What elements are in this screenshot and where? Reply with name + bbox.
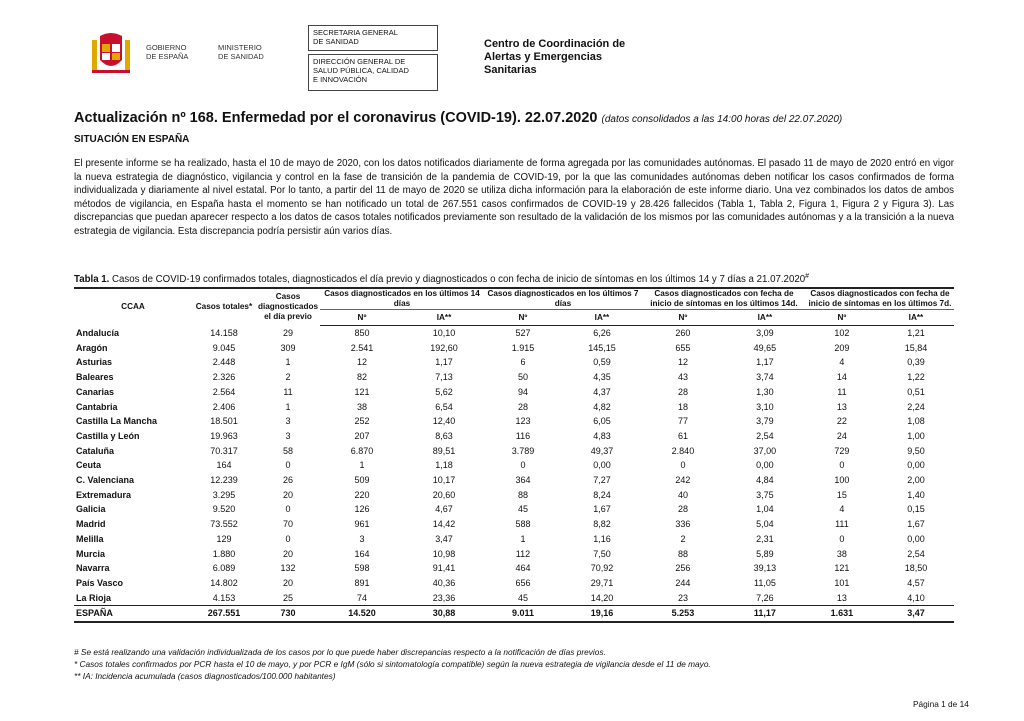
value-cell: 2,24 <box>907 401 925 412</box>
header-ia: IA** <box>878 310 954 326</box>
value-cell: 3,09 <box>756 328 774 338</box>
ccaa-cell: Asturias <box>76 357 113 368</box>
value-cell: 14.520 <box>320 606 404 622</box>
value-cell: 145,15 <box>588 342 616 353</box>
value-cell: 3.789 <box>511 445 535 456</box>
value-cell: 20 <box>282 548 293 559</box>
value-cell: 6 <box>520 357 526 368</box>
value-cell: 43 <box>677 372 688 383</box>
value-cell: 527 <box>515 328 531 338</box>
value-cell: 40,36 <box>432 577 456 588</box>
value-cell: 7,26 <box>756 592 774 603</box>
value-cell: 8,82 <box>593 519 611 530</box>
cases-table <box>74 287 954 623</box>
value-cell: 4,35 <box>593 372 611 383</box>
value-cell: 12.239 <box>210 475 238 486</box>
value-cell: 14.158 <box>210 327 238 338</box>
value-cell: 1,67 <box>593 504 611 515</box>
table-row <box>74 458 954 473</box>
value-cell: 850 <box>354 328 370 338</box>
table-row <box>74 576 954 591</box>
value-cell: 49,37 <box>590 445 614 456</box>
value-cell: 0 <box>839 460 845 471</box>
value-cell: 0,00 <box>907 460 925 471</box>
ccaa-cell: Cataluña <box>76 445 115 456</box>
header-n: Nº <box>320 310 404 326</box>
value-cell: 309 <box>280 342 296 353</box>
value-cell: 3,74 <box>756 372 774 383</box>
table-row <box>74 341 954 356</box>
value-cell: 3,10 <box>756 401 774 412</box>
value-cell: 3,79 <box>756 416 774 427</box>
value-cell: 15,84 <box>904 342 928 353</box>
value-cell: 18 <box>677 401 688 412</box>
table-row <box>74 355 954 370</box>
value-cell: 28 <box>677 504 688 515</box>
value-cell: 2.564 <box>212 386 236 397</box>
value-cell: 0,00 <box>756 460 774 471</box>
value-cell: 0,15 <box>907 504 925 515</box>
value-cell: 37,00 <box>753 445 777 456</box>
value-cell: 9,50 <box>907 445 925 456</box>
header-totales: Casos totales* <box>192 288 256 326</box>
header-n: Nº <box>806 310 878 326</box>
table-row <box>74 326 954 341</box>
table-row <box>74 400 954 415</box>
value-cell: 1.915 <box>511 342 535 353</box>
value-cell: 20,60 <box>432 489 456 500</box>
value-cell: 7,27 <box>593 475 611 486</box>
ccaa-cell: Madrid <box>76 519 106 530</box>
value-cell: 1.631 <box>806 606 878 622</box>
value-cell: 2,54 <box>756 430 774 441</box>
header-ia: IA** <box>404 310 484 326</box>
value-cell: 121 <box>834 563 850 574</box>
gobierno-label: GOBIERNO DE ESPAÑA <box>146 43 189 61</box>
value-cell: 45 <box>517 592 528 603</box>
value-cell: 11,17 <box>724 606 806 622</box>
value-cell: 45 <box>517 504 528 515</box>
value-cell: 101 <box>834 577 850 588</box>
value-cell: 73.552 <box>210 519 238 530</box>
value-cell: 50 <box>517 372 528 383</box>
table-row <box>74 473 954 488</box>
value-cell: 1 <box>285 401 291 412</box>
value-cell: 18,50 <box>904 563 928 574</box>
value-cell: 49,65 <box>753 342 777 353</box>
value-cell: 19,16 <box>562 606 642 622</box>
value-cell: 4.153 <box>212 592 236 603</box>
value-cell: 730 <box>256 606 320 622</box>
value-cell: 9.045 <box>212 342 236 353</box>
value-cell: 91,41 <box>432 563 456 574</box>
value-cell: 0 <box>285 460 291 471</box>
value-cell: 2.406 <box>212 401 236 412</box>
value-cell: 2 <box>285 372 291 383</box>
value-cell: 6,26 <box>593 328 611 338</box>
value-cell: 77 <box>677 416 688 427</box>
value-cell: 364 <box>515 475 531 486</box>
report-title: Actualización nº 168. Enfermedad por el coronavirus (COVID-19). 22.07.2020 (datos consolidados a las 14:00 horas del 22.07.2020) <box>74 110 843 126</box>
value-cell: 1.880 <box>212 548 236 559</box>
value-cell: 1,04 <box>756 504 774 515</box>
value-cell: 209 <box>834 342 850 353</box>
value-cell: 40 <box>677 489 688 500</box>
ccaa-cell: Melilla <box>76 533 104 544</box>
value-cell: 13 <box>836 592 847 603</box>
header-previo: Casos diagnosticados el día previo <box>256 288 320 326</box>
ccaa-cell: Cantabria <box>76 401 118 412</box>
value-cell: 112 <box>515 548 531 559</box>
value-cell: 2.448 <box>212 357 236 368</box>
value-cell: 70 <box>282 519 293 530</box>
value-cell: 1,40 <box>907 489 925 500</box>
value-cell: 6,54 <box>435 401 453 412</box>
value-cell: 656 <box>515 577 531 588</box>
value-cell: 220 <box>354 489 370 500</box>
ccaa-cell: Navarra <box>76 563 110 574</box>
value-cell: 7,50 <box>593 548 611 559</box>
value-cell: 30,88 <box>404 606 484 622</box>
table-row <box>74 370 954 385</box>
value-cell: 12 <box>677 357 688 368</box>
value-cell: 3.295 <box>212 489 236 500</box>
value-cell: 588 <box>515 519 531 530</box>
value-cell: 14,42 <box>432 519 456 530</box>
value-cell: 252 <box>354 416 370 427</box>
value-cell: 6.870 <box>350 445 374 456</box>
ccaa-cell: Aragón <box>76 342 108 353</box>
value-cell: 116 <box>515 430 531 441</box>
ccaa-cell: País Vasco <box>76 577 124 588</box>
ccaa-cell: Extremadura <box>76 489 132 500</box>
value-cell: 0,00 <box>907 533 925 544</box>
value-cell: 0 <box>285 504 291 515</box>
value-cell: 88 <box>517 489 528 500</box>
value-cell: 207 <box>354 430 370 441</box>
value-cell: 5.253 <box>642 606 724 622</box>
value-cell: 3 <box>285 416 291 427</box>
header-ia: IA** <box>562 310 642 326</box>
value-cell: 260 <box>675 328 691 338</box>
header-group-14d: Casos diagnosticados en los últimos 14 días <box>320 288 484 310</box>
value-cell: 9.520 <box>212 504 236 515</box>
value-cell: 256 <box>675 563 691 574</box>
value-cell: 89,51 <box>432 445 456 456</box>
value-cell: 961 <box>354 519 370 530</box>
table-notes <box>74 647 711 682</box>
ccaa-cell: Andalucía <box>76 327 120 338</box>
ccaa-cell: Galicia <box>76 504 106 515</box>
value-cell: 164 <box>354 548 370 559</box>
value-cell: 10,10 <box>432 328 456 338</box>
value-cell: 14,20 <box>590 592 614 603</box>
value-cell: 1,18 <box>435 460 453 471</box>
value-cell: 6,05 <box>593 416 611 427</box>
value-cell: 13 <box>836 401 847 412</box>
value-cell: 9.011 <box>484 606 562 622</box>
ccaa-cell: ESPAÑA <box>74 606 192 622</box>
value-cell: 14 <box>836 372 847 383</box>
table-row <box>74 444 954 459</box>
value-cell: 2.840 <box>671 445 695 456</box>
value-cell: 126 <box>354 504 370 515</box>
value-cell: 1,17 <box>435 357 453 368</box>
value-cell: 8,63 <box>435 430 453 441</box>
value-cell: 3,47 <box>435 533 453 544</box>
value-cell: 4,83 <box>593 430 611 441</box>
header-ia: IA** <box>724 310 806 326</box>
value-cell: 0,51 <box>907 386 925 397</box>
value-cell: 12 <box>357 357 368 368</box>
value-cell: 3 <box>285 430 291 441</box>
header-group-sint-7d: Casos diagnosticados con fecha de inicio de síntomas en los últimos 7d. <box>806 288 954 310</box>
value-cell: 655 <box>675 342 691 353</box>
header-ccaa: CCAA <box>74 288 192 326</box>
value-cell: 0,59 <box>593 357 611 368</box>
value-cell: 70.317 <box>210 445 238 456</box>
header-group-7d: Casos diagnosticados en los últimos 7 días <box>484 288 642 310</box>
value-cell: 7,13 <box>435 372 453 383</box>
value-cell: 509 <box>354 475 370 486</box>
value-cell: 22 <box>836 416 847 427</box>
value-cell: 0 <box>520 460 526 471</box>
value-cell: 121 <box>354 386 370 397</box>
ccaa-cell: Murcia <box>76 548 106 559</box>
value-cell: 102 <box>834 328 850 338</box>
value-cell: 2,00 <box>907 475 925 486</box>
value-cell: 336 <box>675 519 691 530</box>
value-cell: 164 <box>216 460 232 471</box>
intro-paragraph: El presente informe se ha realizado, hasta el 10 de mayo de 2020, con los datos notificados diariamente de forma agregada por las comunidades autónomas. El pasado 11 de mayo de 2020 entró en vigor la nueva estrategia de diagnóstico, vigilancia y control en la fase de transición de la pandemia de COVID-19, por la que las comunidades autónomas deben notificar los casos confirmados de forma individualizada y diariamente al nivel estatal. Por lo tanto, a partir del 11 de mayo de 2020 se utiliza dicha información para la elaboración de este informe diario. Una vez combinados los datos de ambos métodos de vigilancia, en España hasta el momento se han notificado un total de 267.551 casos confirmados de COVID-19 y 28.426 fallecidos (Tabla 1, Tabla 2, Figura 1, Figura 2 y Figura 3). Las discrepancias que puedan aparecer respecto a los datos de casos totales notificados previamente son resultado de la validación de los mismos por las comunidades autónomas y a la transición a la nueva estrategia de vigilancia. Esta discrepancia podría persistir aún varios días. <box>74 158 954 237</box>
ccaa-cell: Ceuta <box>76 460 102 471</box>
page-number: Página 1 de 14 <box>913 699 969 709</box>
value-cell: 1,17 <box>756 357 774 368</box>
table-row <box>74 429 954 444</box>
value-cell: 1,30 <box>756 386 774 397</box>
table-caption: Tabla 1. Casos de COVID-19 confirmados totales, diagnosticados el día previo y diagnosticados o con fecha de inicio de síntomas en los últimos 14 y 7 días a 21.07.2020# <box>74 273 810 286</box>
ccaa-cell: Baleares <box>76 372 114 383</box>
value-cell: 0 <box>680 460 686 471</box>
value-cell: 1,00 <box>907 430 925 441</box>
value-cell: 19.963 <box>210 430 238 441</box>
table-row <box>74 591 954 606</box>
value-cell: 1,67 <box>907 519 925 530</box>
value-cell: 598 <box>354 563 370 574</box>
value-cell: 24 <box>836 430 847 441</box>
ministerio-label: MINISTERIO DE SANIDAD <box>218 43 264 61</box>
value-cell: 891 <box>354 577 370 588</box>
value-cell: 0 <box>285 533 291 544</box>
value-cell: 4,37 <box>593 386 611 397</box>
table-row <box>74 532 954 547</box>
value-cell: 2.541 <box>350 342 374 353</box>
value-cell: 82 <box>357 372 368 383</box>
value-cell: 18.501 <box>210 416 238 427</box>
value-cell: 15 <box>836 489 847 500</box>
value-cell: 14.802 <box>210 577 238 588</box>
value-cell: 4,10 <box>907 592 925 603</box>
value-cell: 123 <box>515 416 531 427</box>
value-cell: 4,82 <box>593 401 611 412</box>
value-cell: 5,89 <box>756 548 774 559</box>
value-cell: 132 <box>280 563 296 574</box>
table-row <box>74 488 954 503</box>
value-cell: 1,08 <box>907 416 925 427</box>
value-cell: 192,60 <box>430 342 458 353</box>
value-cell: 729 <box>834 445 850 456</box>
value-cell: 4 <box>839 504 845 515</box>
ccaa-cell: Canarias <box>76 386 115 397</box>
value-cell: 29 <box>282 327 293 338</box>
value-cell: 242 <box>675 475 691 486</box>
value-cell: 0 <box>839 533 845 544</box>
title-subtitle: (datos consolidados a las 14:00 horas del 22.07.2020) <box>601 114 843 125</box>
table-row <box>74 517 954 532</box>
table-row <box>74 502 954 517</box>
value-cell: 12,40 <box>432 416 456 427</box>
section-heading: SITUACIÓN EN ESPAÑA <box>74 134 190 145</box>
value-cell: 39,13 <box>753 563 777 574</box>
value-cell: 28 <box>677 386 688 397</box>
header-group-sint-14d: Casos diagnosticados con fecha de inicio de síntomas en los últimos 14d. <box>642 288 806 310</box>
value-cell: 20 <box>282 489 293 500</box>
direccion-box: DIRECCIÓN GENERAL DE SALUD PÚBLICA, CALIDAD E INNOVACIÓN <box>308 54 438 91</box>
value-cell: 2,54 <box>907 548 925 559</box>
value-cell: 267.551 <box>192 606 256 622</box>
value-cell: 11,05 <box>754 577 776 588</box>
secretaria-box: SECRETARIA GENERAL DE SANIDAD <box>308 25 438 51</box>
centro-coordinacion-label: Centro de Coordinación de Alertas y Emergencias Sanitarias <box>484 38 626 76</box>
value-cell: 10,17 <box>432 475 456 486</box>
value-cell: 3 <box>359 533 365 544</box>
value-cell: 5,04 <box>756 519 774 530</box>
value-cell: 3,47 <box>878 606 954 622</box>
value-cell: 4,57 <box>907 577 925 588</box>
value-cell: 2.326 <box>212 372 236 383</box>
value-cell: 1,22 <box>907 372 925 383</box>
value-cell: 1,16 <box>593 533 611 544</box>
ccaa-cell: La Rioja <box>76 592 112 603</box>
ccaa-cell: Castilla y León <box>76 430 140 441</box>
value-cell: 0,00 <box>593 460 611 471</box>
value-cell: 1 <box>520 533 526 544</box>
value-cell: 70,92 <box>590 563 614 574</box>
value-cell: 111 <box>835 519 849 530</box>
note-3: ** IA: Incidencia acumulada (casos diagnosticados/100.000 habitantes) <box>74 670 336 681</box>
value-cell: 6.089 <box>212 563 236 574</box>
value-cell: 20 <box>282 577 293 588</box>
value-cell: 244 <box>675 577 691 588</box>
value-cell: 8,24 <box>593 489 611 500</box>
table-row <box>74 414 954 429</box>
value-cell: 11 <box>837 386 847 397</box>
value-cell: 4,67 <box>435 504 453 515</box>
value-cell: 1 <box>359 460 365 471</box>
table-row <box>74 547 954 562</box>
table-row <box>74 561 954 576</box>
value-cell: 4 <box>839 357 845 368</box>
value-cell: 2,31 <box>756 533 774 544</box>
note-1: # Se está realizando una validación individualizada de los casos por lo que puede haber discrepancias respecto a la notificación de días previos. <box>74 647 606 657</box>
value-cell: 28 <box>517 401 528 412</box>
value-cell: 2 <box>680 533 686 544</box>
value-cell: 29,71 <box>590 577 614 588</box>
total-row <box>74 606 954 622</box>
value-cell: 1,21 <box>907 328 925 338</box>
value-cell: 10,98 <box>432 548 456 559</box>
value-cell: 26 <box>282 475 293 486</box>
value-cell: 58 <box>282 445 293 456</box>
value-cell: 74 <box>357 592 368 603</box>
value-cell: 1 <box>285 357 291 368</box>
ccaa-cell: C. Valenciana <box>76 475 135 486</box>
table-row <box>74 385 954 400</box>
value-cell: 5,62 <box>435 386 453 397</box>
value-cell: 94 <box>517 386 528 397</box>
value-cell: 0,39 <box>907 357 925 368</box>
value-cell: 61 <box>677 430 688 441</box>
header-n: Nº <box>642 310 724 326</box>
coat-of-arms-logo <box>92 32 130 76</box>
value-cell: 464 <box>515 563 531 574</box>
value-cell: 38 <box>836 548 847 559</box>
note-2: * Casos totales confirmados por PCR hasta el 10 de mayo, y por PCR e IgM (sólo si sintomatología compatible) según la nueva estrategia de vigilancia desde el 11 de mayo. <box>74 658 711 669</box>
value-cell: 11 <box>283 386 293 397</box>
value-cell: 100 <box>834 475 850 486</box>
value-cell: 23 <box>677 592 688 603</box>
header-n: Nº <box>484 310 562 326</box>
value-cell: 4,84 <box>756 475 774 486</box>
ccaa-cell: Castilla La Mancha <box>76 416 158 427</box>
value-cell: 3,75 <box>756 489 774 500</box>
value-cell: 25 <box>282 592 293 603</box>
value-cell: 38 <box>357 401 368 412</box>
value-cell: 23,36 <box>432 592 456 603</box>
value-cell: 88 <box>677 548 688 559</box>
value-cell: 129 <box>216 533 232 544</box>
